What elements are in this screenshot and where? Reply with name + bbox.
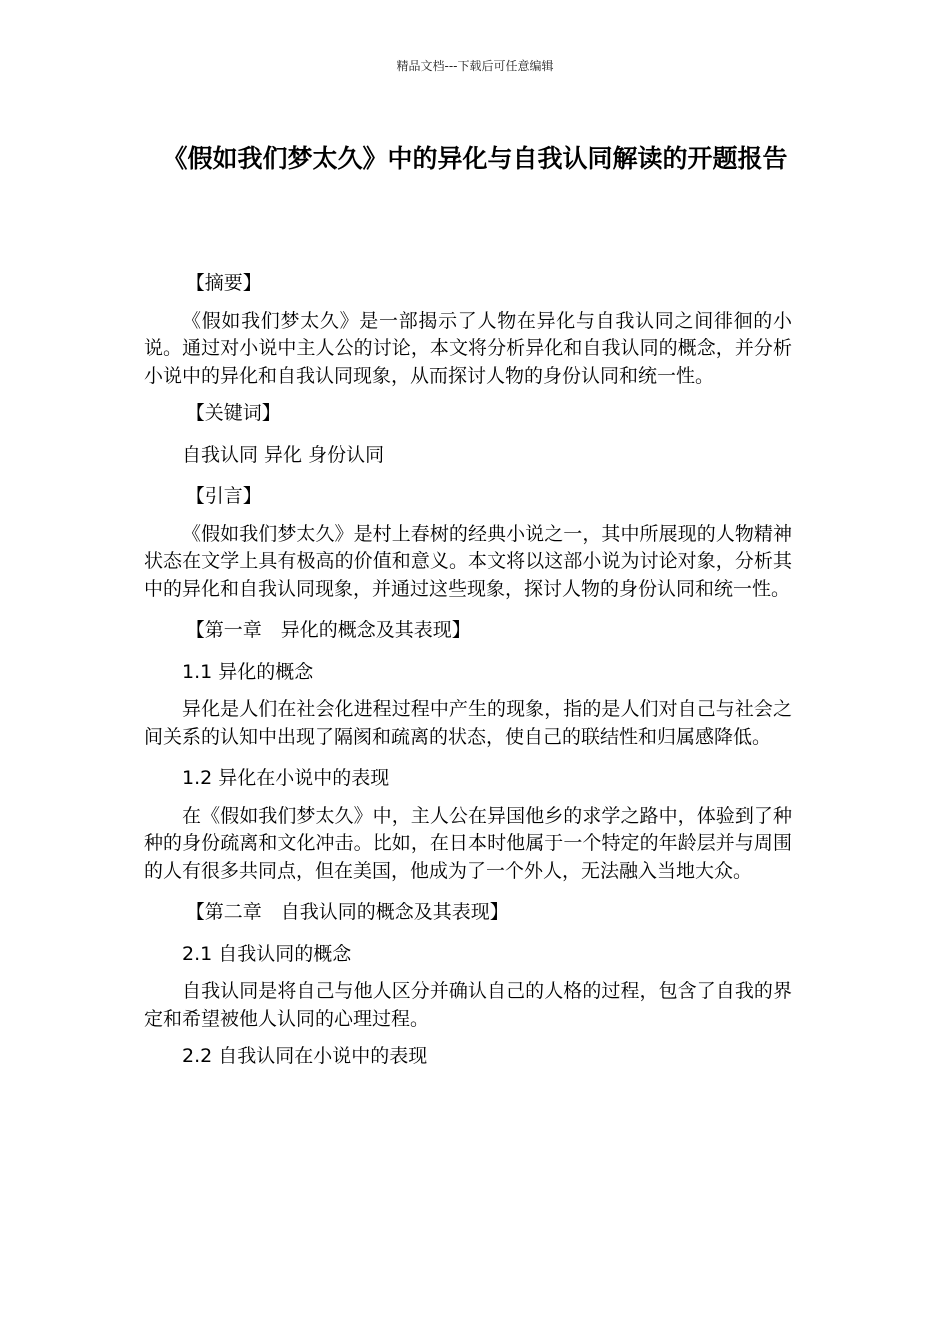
intro-heading: 【引言】 — [185, 485, 262, 507]
abstract-text: 《假如我们梦太久》是一部揭示了人物在异化与自我认同之间徘徊的小说。通过对小说中主人公的讨论，本文将分析异化和自我认同的概念，并分析小说中的异化和自我认同现象，从而探讨人物的身份认同和统一性。 — [144, 309, 792, 387]
intro-text: 《假如我们梦太久》是村上春树的经典小说之一，其中所展现的人物精神状态在文学上具有极高的价值和意义。本文将以这部小说为讨论对象，分析其中的异化和自我认同现象，并通过这些现象，探讨人物的身份认同和统一性。 — [144, 522, 792, 600]
abstract-heading: 【摘要】 — [185, 272, 262, 294]
document-body — [144, 270, 792, 1071]
page-header: 精品文档---下载后可任意编辑 — [396, 59, 554, 73]
section-1-2-heading: 1.2 异化在小说中的表现 — [182, 767, 390, 789]
chapter1-heading: 【第一章 异化的概念及其表现】 — [185, 619, 471, 641]
section-1-1-text: 异化是人们在社会化进程过程中产生的现象，指的是人们对自己与社会之间关系的认知中出现了隔阂和疏离的状态，使自己的联结性和归属感降低。 — [144, 698, 792, 748]
section-1-2-text: 在《假如我们梦太久》中，主人公在异国他乡的求学之路中，体验到了种种的身份疏离和文化冲击。比如，在日本时他属于一个特定的年龄层并与周围的人有很多共同点，但在美国，他成为了一个外人，无法融入当地大众。 — [144, 804, 792, 882]
section-2-1-text: 自我认同是将自己与他人区分并确认自己的人格的过程，包含了自我的界定和希望被他人认同的心理过程。 — [144, 980, 792, 1030]
section-2-2-heading: 2.2 自我认同在小说中的表现 — [182, 1045, 428, 1067]
section-2-1-heading: 2.1 自我认同的概念 — [182, 942, 352, 965]
section-1-1-heading: 1.1 异化的概念 — [182, 660, 314, 683]
keywords-text: 自我认同 异化 身份认同 — [182, 443, 385, 466]
chapter2-heading: 【第二章 自我认同的概念及其表现】 — [185, 901, 509, 923]
document-title: 《假如我们梦太久》中的异化与自我认同解读的开题报告 — [162, 144, 788, 173]
keywords-heading: 【关键词】 — [185, 402, 281, 424]
